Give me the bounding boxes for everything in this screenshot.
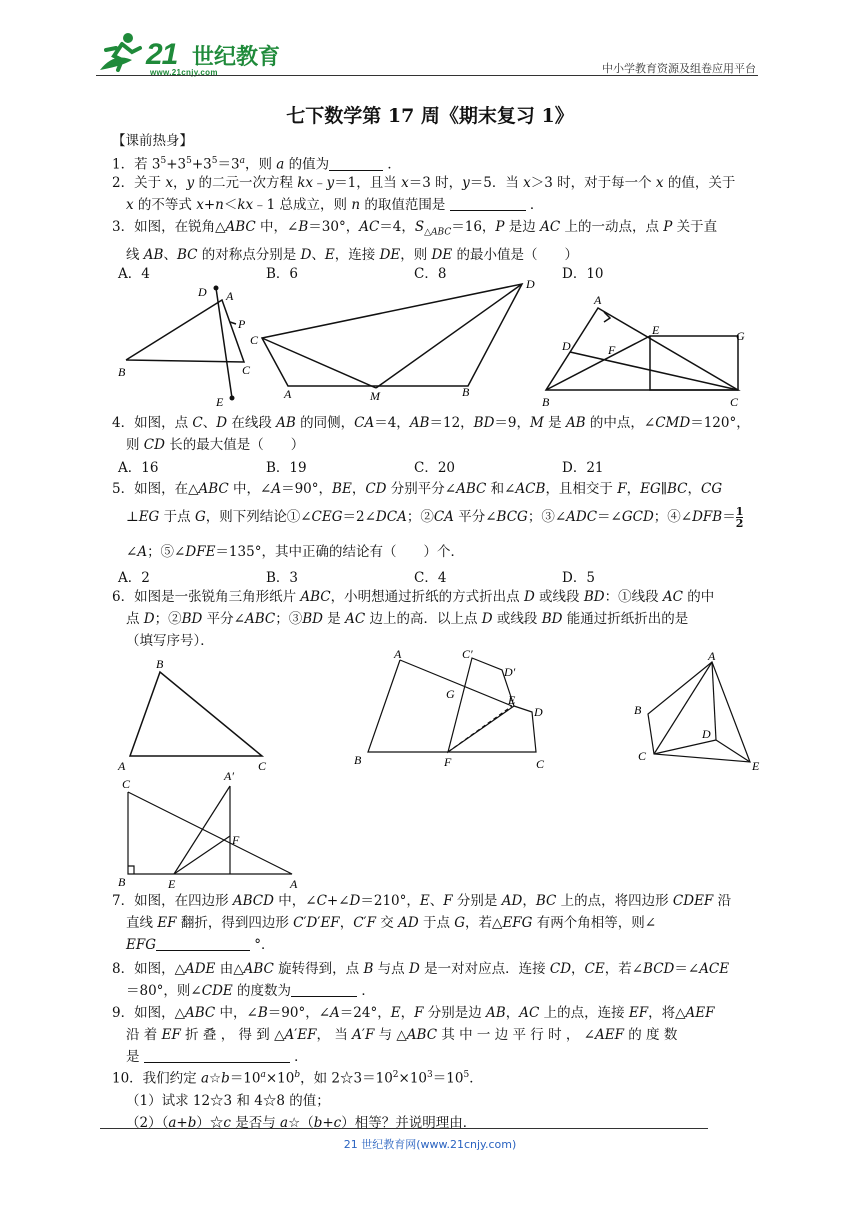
svg-text:C: C <box>242 363 251 377</box>
svg-text:D: D <box>702 727 711 741</box>
svg-text:M: M <box>370 389 380 400</box>
logo-number: 21 <box>146 38 178 71</box>
svg-text:B: B <box>118 365 126 379</box>
q6-figure-1 <box>112 656 272 774</box>
svg-text:C′: C′ <box>462 647 473 661</box>
svg-text:E: E <box>216 395 224 408</box>
q4-option-d[interactable]: D．21 <box>562 460 604 476</box>
q4-option-a[interactable]: A．16 <box>118 460 159 476</box>
q6-figure-2 <box>350 646 560 770</box>
header-divider <box>96 75 758 76</box>
q6-figure-4 <box>112 766 312 892</box>
svg-text:G: G <box>736 329 745 343</box>
svg-text:E: E <box>508 693 516 707</box>
footer-divider <box>100 1128 708 1129</box>
svg-text:B: B <box>118 875 126 889</box>
q3-figure-2 <box>250 276 540 400</box>
svg-text:D: D <box>562 339 571 353</box>
q4-option-b[interactable]: B．19 <box>266 460 307 476</box>
svg-text:D′: D′ <box>504 665 516 679</box>
question-7: 7．如图，在四边形 ABCD 中，∠C+∠D＝210°，E、F 分别是 AD，BC 上的点，将四边形 CDEF 沿 直线 EF 翻折，得到四边形 C′D′EF，C′F 交 AD 于点 G，若△EFG 有两个角相等，则∠ EFG °． <box>112 893 732 953</box>
q3-option-a[interactable]: A．4 <box>118 266 150 282</box>
svg-text:C: C <box>258 759 267 773</box>
question-6: 6．如图是一张锐角三角形纸片 ABC，小明想通过折纸的方式折出点 D 或线段 BD：①线段 AC 的中 点 D；②BD 平分∠ABC；③BD 是 AC 边上的高．以上点 D 或线段 BD 能通过折纸折出的是 （填写序号）． <box>112 589 715 649</box>
svg-text:A: A <box>708 649 716 663</box>
svg-text:A: A <box>284 387 292 400</box>
q4-option-c[interactable]: C．20 <box>414 460 456 476</box>
svg-text:E: E <box>652 323 660 337</box>
question-3: 3．如图，在锐角△ABC 中，∠B＝30°，AC＝4，$S_{\triangle ABC}=16$，P 是边 AC 上的一动点，点 P 关于直 线 AB、BC 的对称点分别是 D、E，连接 DE，则 DE 的最小值是（ ） <box>112 219 718 263</box>
question-5-line2: ⊥EG 于点 G，则下列结论①∠CEG＝2∠DCA；②CA 平分∠BCG；③∠ADC＝∠GCD；④∠DFB＝ $\frac{1}{2}$ <box>126 505 744 530</box>
svg-text:A: A <box>226 289 234 303</box>
question-10: 10．我们约定 $a☆b=10^a\times 10^b$，如 $2☆3=10^2\times 10^3=10^5$． （1）试求 12☆3 和 4☆8 的值； （2）（a+b）☆c 是否与 a☆（b+c）相等？并说明理由． <box>112 1070 483 1131</box>
svg-text:C: C <box>250 333 259 347</box>
question-5-line3: ∠A；⑤∠DFE＝135°，其中正确的结论有（ ）个． <box>126 544 464 560</box>
svg-text:C: C <box>122 777 131 791</box>
q3-option-b[interactable]: B．6 <box>266 266 299 282</box>
footer-link[interactable]: 21 世纪教育网(www.21cnjy.com) <box>343 1138 517 1151</box>
q5-option-a[interactable]: A．2 <box>118 570 150 586</box>
question-5: 5．如图，在△ABC 中，∠A＝90°，BE，CD 分别平分∠ABC 和∠ACB，且相交于 F，EG∥BC，CG <box>112 481 723 497</box>
svg-text:C: C <box>730 395 739 409</box>
svg-text:A′: A′ <box>224 769 234 783</box>
logo-url: www.21cnjy.com <box>150 68 218 77</box>
svg-text:A: A <box>290 877 298 891</box>
svg-text:D: D <box>526 277 535 291</box>
question-1: 1．若 $3^5+3^5+3^5=3^a$，则 a 的值为 ． <box>112 156 401 173</box>
q5-option-c[interactable]: C．4 <box>414 570 447 586</box>
svg-text:B: B <box>462 385 470 399</box>
question-8: 8．如图，△ADE 由△ABC 旋转得到，点 B 与点 D 是一对对应点．连接 CD，CE，若∠BCD＝∠ACE ＝80°，则∠CDE 的度数为 ． <box>112 961 730 999</box>
svg-text:A: A <box>394 647 402 661</box>
logo-text: 世纪教育 <box>192 45 281 70</box>
svg-text:D: D <box>198 285 207 299</box>
question-9: 9．如图，△ABC 中，∠B＝90°，∠A＝24°，E，F 分别是边 AB，AC 上的点，连接 EF，将△AEF 沿 着 EF 折 叠 ， 得 到 △A′EF， 当 A′F 与 △ABC 其 中 一 边 平 行 时 ， ∠AEF 的 度 数 是 ． <box>112 1005 715 1065</box>
q4-options <box>118 456 710 476</box>
q5-option-d[interactable]: D．5 <box>562 570 595 586</box>
svg-text:P: P <box>238 317 246 331</box>
svg-text:G: G <box>446 687 455 701</box>
section-label: 【课前热身】 <box>112 133 193 149</box>
svg-text:B: B <box>156 657 164 671</box>
q3-option-d[interactable]: D．10 <box>562 266 604 282</box>
svg-text:E: E <box>752 759 760 772</box>
page-title: 七下数学第 17 周《期末复习 1》 <box>286 105 574 127</box>
svg-text:A: A <box>594 293 602 307</box>
q3-figure-1 <box>112 282 262 408</box>
svg-text:B: B <box>354 753 362 767</box>
svg-text:C: C <box>536 757 545 770</box>
svg-text:F: F <box>444 755 452 769</box>
svg-text:F: F <box>608 343 616 357</box>
header-platform-text: 中小学教育资源及组卷应用平台 <box>602 62 756 75</box>
question-2: 2．关于 x，y 的二元一次方程 kx﹣y＝1，且当 x＝3 时，y＝5．当 x＞3 时，对于每一个 x 的值，关于 x 的不等式 x+n＜kx﹣1 总成立，则 n 的取值范围是 ． <box>112 175 736 213</box>
svg-text:E: E <box>168 877 176 891</box>
q6-figure-3 <box>630 648 764 772</box>
svg-text:D: D <box>534 705 543 719</box>
svg-text:A: A <box>118 759 126 773</box>
svg-text:B: B <box>542 395 550 409</box>
runner-logo-icon <box>92 30 148 76</box>
svg-text:F: F <box>232 833 240 847</box>
q5-option-b[interactable]: B．3 <box>266 570 299 586</box>
svg-text:C: C <box>638 749 647 763</box>
question-4: 4．如图，点 C、D 在线段 AB 的同侧，CA＝4，AB＝12，BD＝9，M 是 AB 的中点，∠CMD＝120°， 则 CD 长的最大值是（ ） <box>112 415 750 453</box>
q3-option-c[interactable]: C．8 <box>414 266 447 282</box>
q5-options <box>118 566 710 586</box>
svg-text:B: B <box>634 703 642 717</box>
q3-figure-3 <box>538 290 752 410</box>
